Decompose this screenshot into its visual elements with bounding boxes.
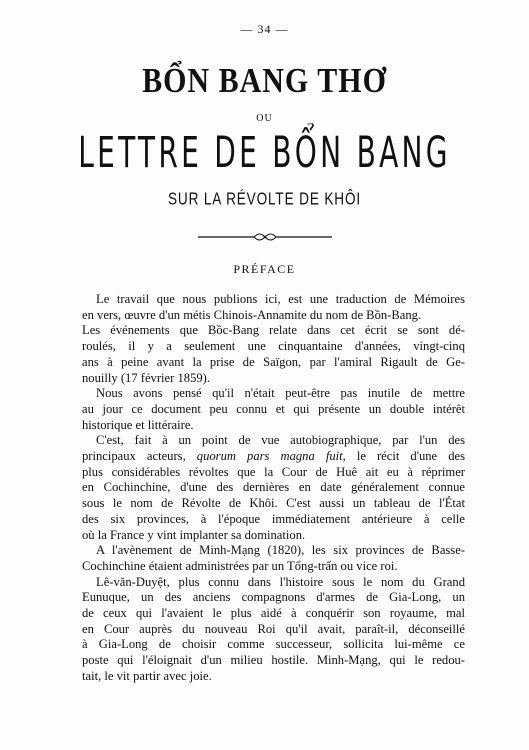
text-line: des six provinces, à l'époque immédiatement antérieure à celle	[82, 511, 465, 526]
page-number: — 34 —	[240, 22, 289, 36]
text-line: poste qui l'éloignait d'un milieu hostile. Minh-Mạng, qui le redou-	[82, 653, 465, 668]
ornament-divider-icon	[198, 232, 332, 242]
text-line: Le travail que nous publions ici, est une traduction de Mémoires	[96, 292, 465, 306]
preface-body	[82, 292, 465, 685]
text-line: sous le nom de Révolte de Khôi. C'est aussi un tableau de l'État	[82, 496, 465, 511]
secondary-title: LETTRE DE BỔN BANG	[78, 128, 451, 178]
text-line: roulés, il y a seulement une cinquantaine d'années, vingt-cinq	[82, 339, 465, 354]
text-line: Nous avons pensé qu'il n'était peut-être pas inutile de mettre	[96, 386, 465, 401]
text-line: historique et littéraire.	[82, 417, 194, 432]
text-line: C'est, fait à un point de vue autobiographique, par l'un des	[96, 433, 465, 448]
text-line: en Cour auprès du nouveau Roi qu'il avait, paraît-il, déconseillé	[82, 621, 465, 636]
subtitle: SUR LA RÉVOLTE DE KHÔI	[167, 190, 362, 209]
text-line: tait, le vit partir avec joie.	[82, 668, 212, 683]
text-line: où la France y vint implanter sa domination.	[82, 527, 306, 542]
text-line: en vers, œuvre d'un métis Chinois-Annamite du nom de Bồn-Bang.	[82, 307, 422, 322]
main-title: BỔN BANG THƠ	[142, 62, 387, 100]
text-line: ans à peine avant la prise de Saïgon, par l'amiral Rigault de Ge-	[82, 354, 465, 369]
text-line: Eunuque, un des anciens compagnons d'armes de Gia-Long, un	[82, 590, 465, 605]
text-line: de ceux qui l'avaient le plus aidé à conquérir son royaume, mal	[82, 606, 465, 621]
title-connector: OU	[256, 113, 273, 124]
text-line: Les événements que Bồc-Bang relate dans cet écrit se sont dé-	[82, 323, 465, 338]
text-line: nouilly (17 février 1859).	[82, 370, 211, 385]
text-line: principaux acteurs, quorum pars magna fuit, le récit d'une des	[82, 449, 465, 464]
text-line: Cochinchine étaient administrées par un Tổng-trấn ou vice roi.	[82, 558, 398, 573]
text-line: plus considérables révoltes que la Cour de Huê ait eu à réprimer	[82, 464, 465, 479]
section-heading: PRÉFACE	[233, 262, 296, 276]
text-line: Lê-văn-Duyệt, plus connu dans l'histoire sous le nom du Grand	[96, 574, 465, 589]
text-line: au jour ce document peu connu et qui présente un double intérêt	[82, 401, 465, 416]
text-line: à Gia-Long de choisir comme successeur, sollicita lui-même ce	[82, 637, 465, 652]
text-line: en Cochinchine, d'une des dernières en date généralement connue	[82, 480, 465, 495]
text-line: A l'avènement de Minh-Mạng (1820), les six provinces de Basse-	[96, 543, 465, 558]
